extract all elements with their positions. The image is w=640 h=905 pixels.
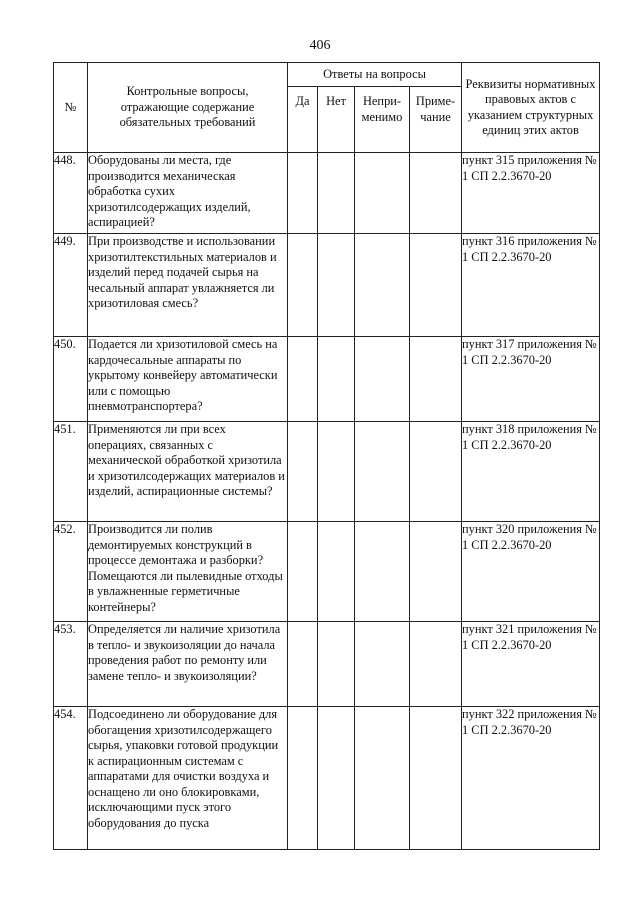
row-number: 454. [54, 707, 88, 850]
header-question: Контрольные вопросы, отражающие содержание обязательных требований [88, 63, 288, 153]
row-reference: пункт 321 приложения № 1 СП 2.2.3670-20 [462, 622, 600, 707]
answer-not-applicable-cell[interactable] [355, 234, 410, 337]
answer-not-applicable-cell[interactable] [355, 337, 410, 422]
header-note: Приме- чание [410, 87, 462, 153]
page-number: 406 [309, 38, 331, 53]
answer-no-cell[interactable] [318, 707, 355, 850]
header-not-applicable: Непри- менимо [355, 87, 410, 153]
header-answers: Ответы на вопросы [288, 63, 462, 87]
row-question: Оборудованы ли места, где производится механическая обработка сухих хризотилсодержащих изделий, аспирацией? [88, 153, 288, 234]
answer-not-applicable-cell[interactable] [355, 622, 410, 707]
answer-note-cell[interactable] [410, 622, 462, 707]
answer-no-cell[interactable] [318, 522, 355, 622]
row-number: 450. [54, 337, 88, 422]
answer-yes-cell[interactable] [288, 622, 318, 707]
row-question: Определяется ли наличие хризотила в тепло- и звукоизоляции до начала проведения работ по ремонту или замене тепло- и звукоизоляции? [88, 622, 288, 707]
row-question: При производстве и использовании хризотилтекстильных материалов и изделий перед подачей сырья на чесальный аппарат увлажняется ли хризотиловая смесь? [88, 234, 288, 337]
row-reference: пункт 318 приложения № 1 СП 2.2.3670-20 [462, 422, 600, 522]
row-reference: пункт 316 приложения № 1 СП 2.2.3670-20 [462, 234, 600, 337]
answer-no-cell[interactable] [318, 153, 355, 234]
answer-no-cell[interactable] [318, 622, 355, 707]
table-row [54, 622, 600, 707]
answer-note-cell[interactable] [410, 522, 462, 622]
answer-not-applicable-cell[interactable] [355, 153, 410, 234]
table-row [54, 153, 600, 234]
table-row [54, 522, 600, 622]
answer-not-applicable-cell[interactable] [355, 522, 410, 622]
checklist-table [53, 62, 600, 850]
row-number: 451. [54, 422, 88, 522]
table-row [54, 337, 600, 422]
row-question: Подается ли хризотиловой смесь на кардочесальные аппараты по укрытому конвейеру автоматически или с помощью пневмотранспортера? [88, 337, 288, 422]
row-number: 448. [54, 153, 88, 234]
answer-note-cell[interactable] [410, 422, 462, 522]
header-yes: Да [288, 87, 318, 153]
answer-not-applicable-cell[interactable] [355, 707, 410, 850]
answer-yes-cell[interactable] [288, 153, 318, 234]
row-reference: пункт 322 приложения № 1 СП 2.2.3670-20 [462, 707, 600, 850]
row-number: 452. [54, 522, 88, 622]
row-reference: пункт 320 приложения № 1 СП 2.2.3670-20 [462, 522, 600, 622]
answer-note-cell[interactable] [410, 153, 462, 234]
answer-not-applicable-cell[interactable] [355, 422, 410, 522]
answer-yes-cell[interactable] [288, 707, 318, 850]
row-number: 449. [54, 234, 88, 337]
answer-note-cell[interactable] [410, 707, 462, 850]
header-row-top [54, 63, 600, 87]
answer-yes-cell[interactable] [288, 422, 318, 522]
row-reference: пункт 315 приложения № 1 СП 2.2.3670-20 [462, 153, 600, 234]
table-row [54, 707, 600, 850]
header-num: № [54, 63, 88, 153]
answer-no-cell[interactable] [318, 234, 355, 337]
answer-yes-cell[interactable] [288, 522, 318, 622]
row-reference: пункт 317 приложения № 1 СП 2.2.3670-20 [462, 337, 600, 422]
answer-no-cell[interactable] [318, 422, 355, 522]
answer-yes-cell[interactable] [288, 234, 318, 337]
row-question: Применяются ли при всех операциях, связанных с механической обработкой хризотила и хризотилсодержащих материалов и изделий, аспирационные системы? [88, 422, 288, 522]
answer-yes-cell[interactable] [288, 337, 318, 422]
table-row [54, 234, 600, 337]
row-question: Подсоединено ли оборудование для обогащения хризотилсодержащего сырья, упаковки готовой продукции к аспирационным системам с аппаратами для очистки воздуха и оснащено ли оно блокировками, исключающими пуск этого оборудования до пуска [88, 707, 288, 850]
answer-note-cell[interactable] [410, 337, 462, 422]
answer-no-cell[interactable] [318, 337, 355, 422]
row-number: 453. [54, 622, 88, 707]
answer-note-cell[interactable] [410, 234, 462, 337]
table-row [54, 422, 600, 522]
header-requisites: Реквизиты нормативных правовых актов с указанием структурных единиц этих актов [462, 63, 600, 153]
header-no: Нет [318, 87, 355, 153]
row-question: Производится ли полив демонтируемых конструкций в процессе демонтажа и разборки? Помещаются ли пылевидные отходы в увлажненные герметичные контейнеры? [88, 522, 288, 622]
